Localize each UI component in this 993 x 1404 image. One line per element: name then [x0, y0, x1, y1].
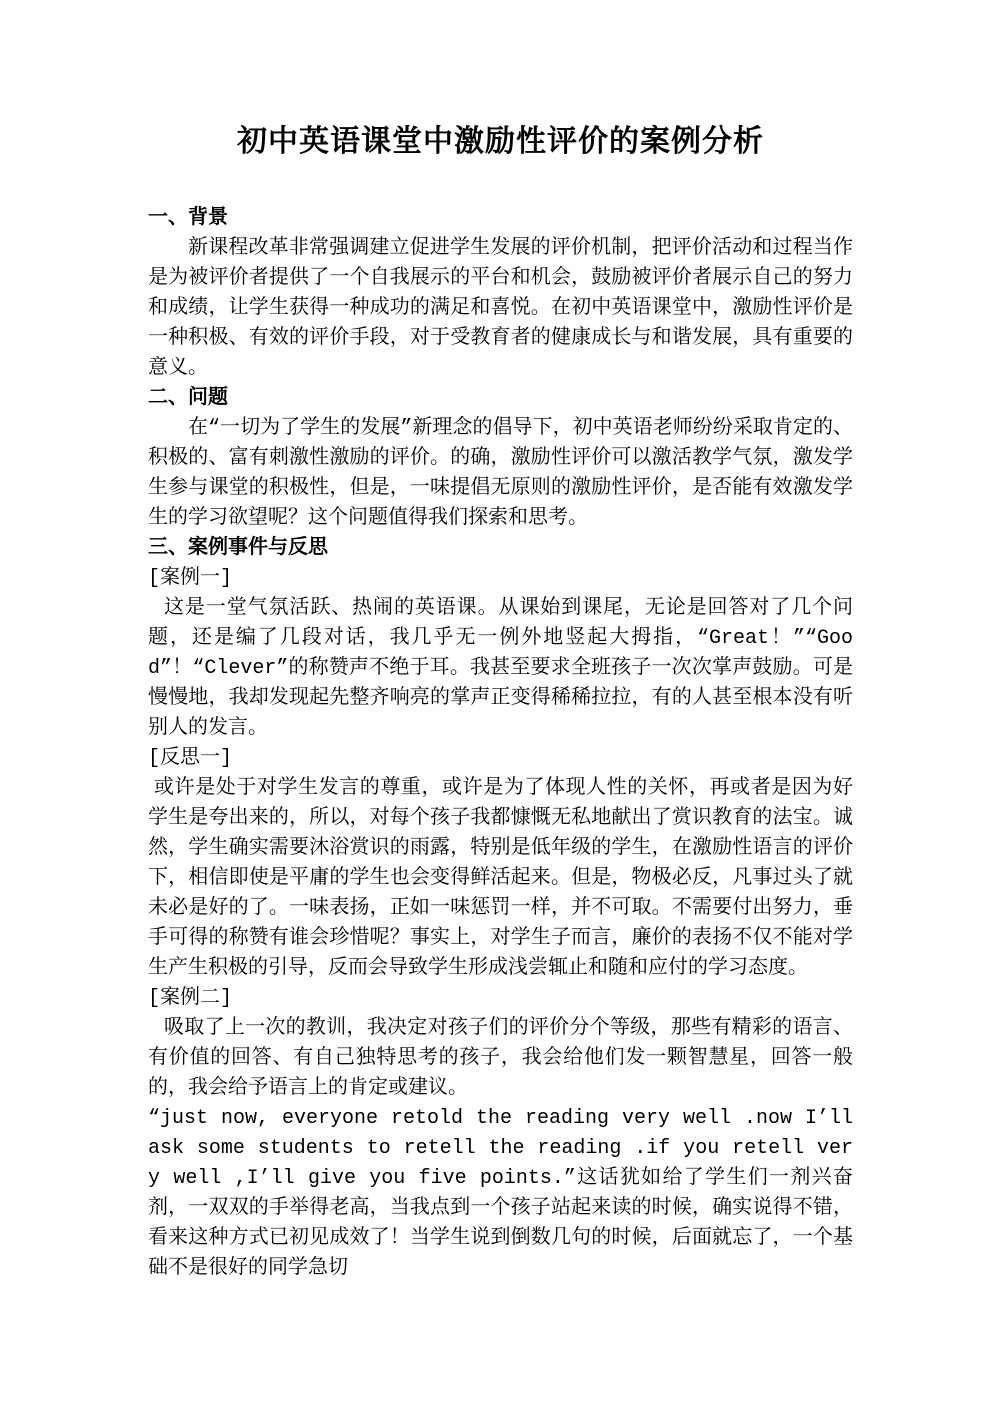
reflection-one-paragraph: 或许是处于对学生发言的尊重，或许是为了体现人性的关怀，再或者是因为好学生是夸出来的，所以，对每个孩子我都慷慨无私地献出了赏识教育的法宝。诚然，学生确实需要沐浴赏识的雨露，特别是低年级的学生，在激励性语言的评价下，相信即使是平庸的学生也会变得鲜活起来。但是，物极必反，凡事过头了就未必是好的了。一味表扬，正如一味惩罚一样，并不可取。不需要付出努力，垂手可得的称赞有谁会珍惜呢？事实上，对学生子而言，廉价的表扬不仅不能对学生产生积极的引导，反而会导致学生形成浅尝辄止和随和应付的学习态度。: [148, 777, 853, 980]
case-one-label: [案例一]: [148, 567, 233, 590]
case-two-quote-paragraph: “just now, everyone retold the reading very well .now I’ll ask some students to retell the reading .if you retell very well ,I’ll give you five points.”这话犹如给了学生们一剂兴奋剂，一双双的手举得老高，当我点到一个孩子站起来读的时候，确实说得不错，看来这种方式已初见成效了！当学生说到倒数几句的时候，后面就忘了，一个基础不是很好的同学急切: [148, 1107, 853, 1280]
case-two-label: [案例二]: [148, 987, 233, 1010]
case-one-paragraph: 这是一堂气氛活跃、热闹的英语课。从课始到课尾，无论是回答对了几个问题，还是编了几段对话，我几乎无一例外地竖起大拇指，“Great！”“Good”！“Clever”的称赞声不绝于耳。我甚至要求全班孩子一次次掌声鼓励。可是慢慢地，我却发现起先整齐响亮的掌声正变得稀稀拉拉，有的人甚至根本没有听别人的发言。: [148, 597, 853, 740]
doc-title: 初中英语课堂中激励性评价的案例分析: [237, 125, 764, 158]
section-heading-problem: 二、问题: [148, 387, 228, 410]
section-heading-cases: 三、案例事件与反思: [148, 537, 328, 560]
reflection-one-label: [反思一]: [148, 747, 233, 770]
case-two-paragraph: 吸取了上一次的教训，我决定对孩子们的评价分个等级，那些有精彩的语言、有价值的回答、有自己独特思考的孩子，我会给他们发一颗智慧星，回答一般的，我会给予语言上的肯定或建议。: [148, 1017, 853, 1100]
problem-paragraph: 在“一切为了学生的发展”新理念的倡导下，初中英语老师纷纷采取肯定的、积极的、富有刺激性激励的评价。的确，激励性评价可以激活教学气氛，激发学生参与课堂的积极性，但是，一味提倡无原则的激励性评价，是否能有效激发学生的学习欲望呢？这个问题值得我们探索和思考。: [148, 417, 853, 530]
background-paragraph: 新课程改革非常强调建立促进学生发展的评价机制，把评价活动和过程当作是为被评价者提供了一个自我展示的平台和机会，鼓励被评价者展示自己的努力和成绩，让学生获得一种成功的满足和喜悦。在初中英语课堂中，激励性评价是一种积极、有效的评价手段，对于受教育者的健康成长与和谐发展，具有重要的意义。: [148, 237, 853, 380]
section-heading-background: 一、背景: [148, 207, 228, 230]
